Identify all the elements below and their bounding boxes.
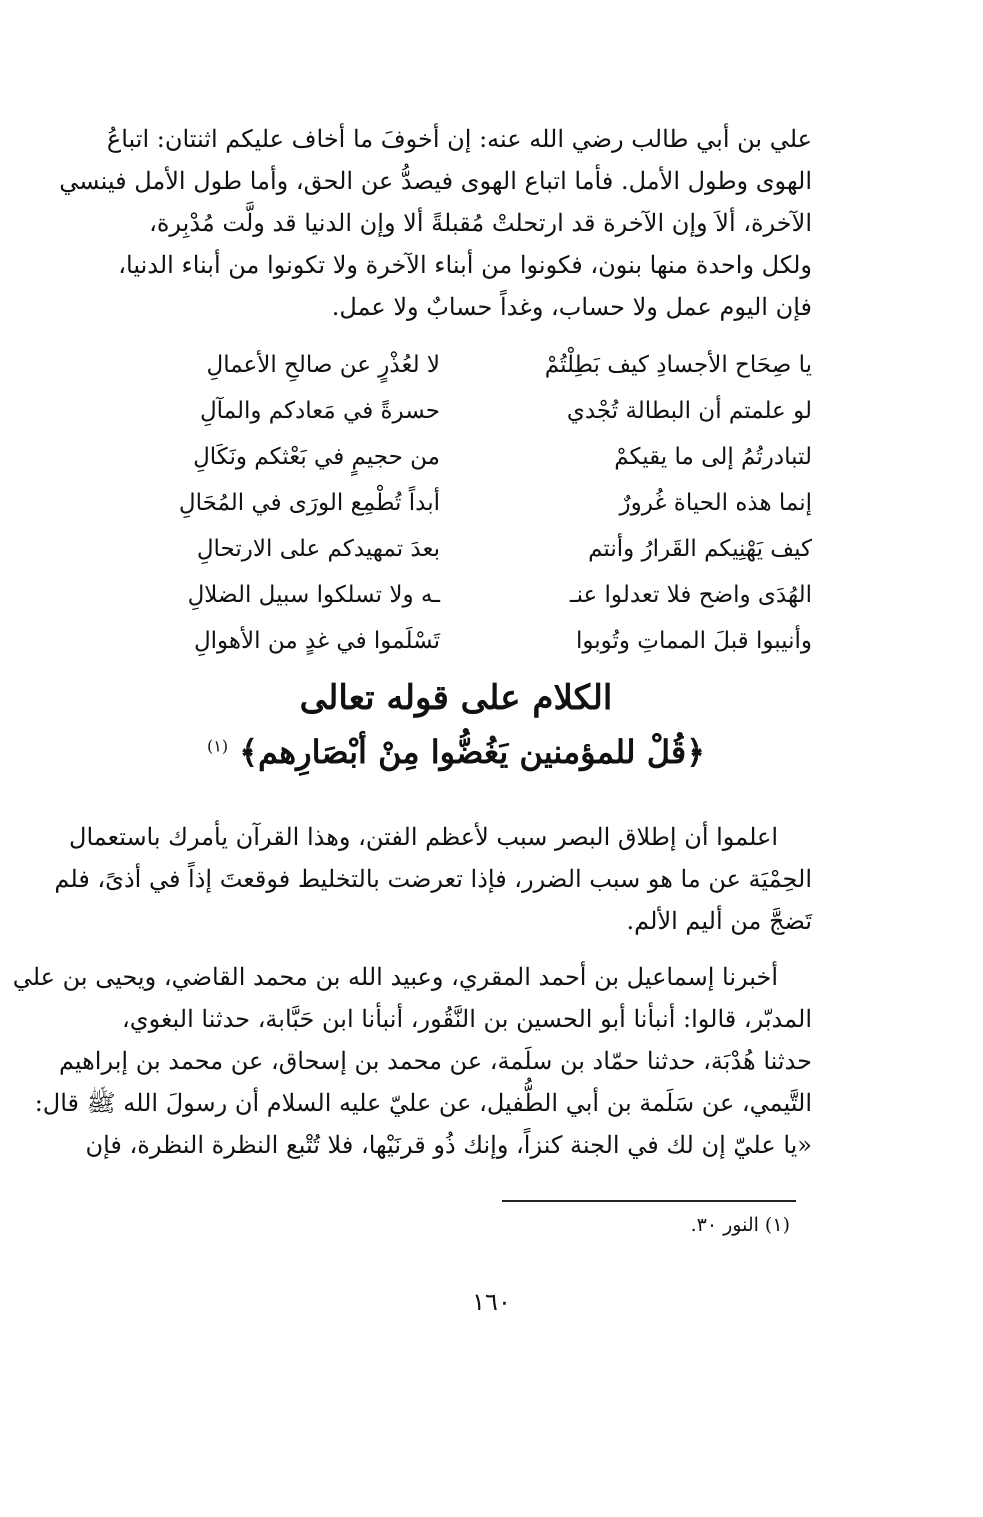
page-number: ١٦٠: [472, 1288, 511, 1316]
poem-couplet: [100, 388, 812, 434]
text-line: ولكل واحدة منها بنون، فكونوا من أبناء الآخرة ولا تكونوا من أبناء الدنيا،: [118, 251, 812, 279]
poem-couplet: [100, 434, 812, 480]
poem-couplet: [100, 618, 812, 664]
poem-first-hemistich: وأنيبوا قبلَ المماتِ وتُوبوا: [575, 628, 812, 654]
section-verse: [100, 733, 812, 771]
text-line: حدثنا هُدْبَة، حدثنا حمّاد بن سلَمة، عن محمد بن إسحاق، عن محمد بن إبراهيم: [58, 1047, 812, 1075]
poem-couplet: [100, 526, 812, 572]
section-title: الكلام على قوله تعالى: [299, 678, 613, 718]
text-line: المدبّر، قالوا: أنبأنا أبو الحسين بن النَّقُور، أنبأنا ابن حَبَّابة، حدثنا البغوي،: [122, 1005, 812, 1033]
poem-first-hemistich: إنما هذه الحياة غُرورٌ: [619, 490, 812, 516]
footnote: (١) النور ٣٠.: [690, 1214, 790, 1236]
poem-first-hemistich: كيف يَهْنِيكم القَرارُ وأنتم: [588, 536, 812, 562]
text-line: فإن اليوم عمل ولا حساب، وغداً حسابٌ ولا عمل.: [331, 293, 812, 321]
text-line: علي بن أبي طالب رضي الله عنه: إن أخوفَ ما أخاف عليكم اثنتان: اتباعُ: [106, 125, 812, 153]
text-line: التَّيمي، عن سَلَمة بن أبي الطُّفيل، عن عليّ عليه السلام أن رسولَ الله ﷺ قال:: [34, 1089, 812, 1117]
poem-second-hemistich: حسرةً في مَعادكم والمآلِ: [199, 398, 440, 424]
text-line: الهوى وطول الأمل. فأما اتباع الهوى فيصدُّ عن الحق، وأما طول الأمل فينسي: [59, 167, 812, 195]
poem-first-hemistich: يا صِحَاح الأجسادِ كيف بَطِلْتُمْ: [544, 352, 812, 378]
poem-second-hemistich: ـه ولا تسلكوا سبيل الضلالِ: [187, 582, 440, 608]
text-line: تَضجَّ من أليم الألم.: [626, 907, 812, 935]
text-line: أخبرنا إسماعيل بن أحمد المقري، وعبيد الله بن محمد القاضي، ويحيى بن علي: [12, 963, 778, 991]
poem-second-hemistich: أبداً تُطْمِع الورَى في المُحَالِ: [178, 490, 440, 516]
poem-couplet: [100, 572, 812, 618]
poem-couplet: [100, 342, 812, 388]
paragraph: [54, 816, 812, 942]
poem: [100, 342, 812, 664]
poem-couplet: [100, 480, 812, 526]
poem-second-hemistich: من حجيمٍ في بَعْثكم ونَكَالِ: [193, 444, 440, 470]
footnote-divider: [502, 1200, 796, 1202]
paragraph: [12, 956, 812, 1166]
poem-first-hemistich: لو علمتم أن البطالة تُجْدي: [566, 398, 812, 424]
text-line: اعلموا أن إطلاق البصر سبب لأعظم الفتن، وهذا القرآن يأمرك باستعمال: [69, 823, 778, 851]
text-line: الحِمْيَة عن ما هو سبب الضرر، فإذا تعرضت بالتخليط فوقعتَ إذاً في أذىً، فلم: [54, 865, 812, 893]
poem-second-hemistich: لا لعُذْرٍ عن صالحِ الأعمالِ: [206, 352, 440, 378]
intro-paragraph: [59, 118, 812, 328]
text-line: الآخرة، ألاَ وإن الآخرة قد ارتحلتْ مُقبلةً ألا وإن الدنيا قد ولَّت مُدْبِرة،: [149, 209, 812, 237]
poem-first-hemistich: لتبادرتُمُ إلى ما يقيكمْ: [614, 444, 812, 470]
poem-second-hemistich: بعدَ تمهيدكم على الارتحالِ: [196, 536, 440, 562]
verse-text: ﴿قُلْ للمؤمنين يَغُضُّوا مِنْ أبْصَارِهم﴾: [239, 733, 705, 771]
poem-first-hemistich: الهُدَى واضح فلا تعدلوا عنـ: [569, 582, 812, 608]
poem-second-hemistich: تَسْلَموا في غدٍ من الأهوالِ: [193, 628, 440, 654]
footnote-marker: (١): [207, 736, 229, 756]
text-line: «يا عليّ إن لك في الجنة كنزاً، وإنك ذُو قرنَيْها، فلا تُتْبع النظرة النظرة، فإن: [85, 1131, 812, 1159]
